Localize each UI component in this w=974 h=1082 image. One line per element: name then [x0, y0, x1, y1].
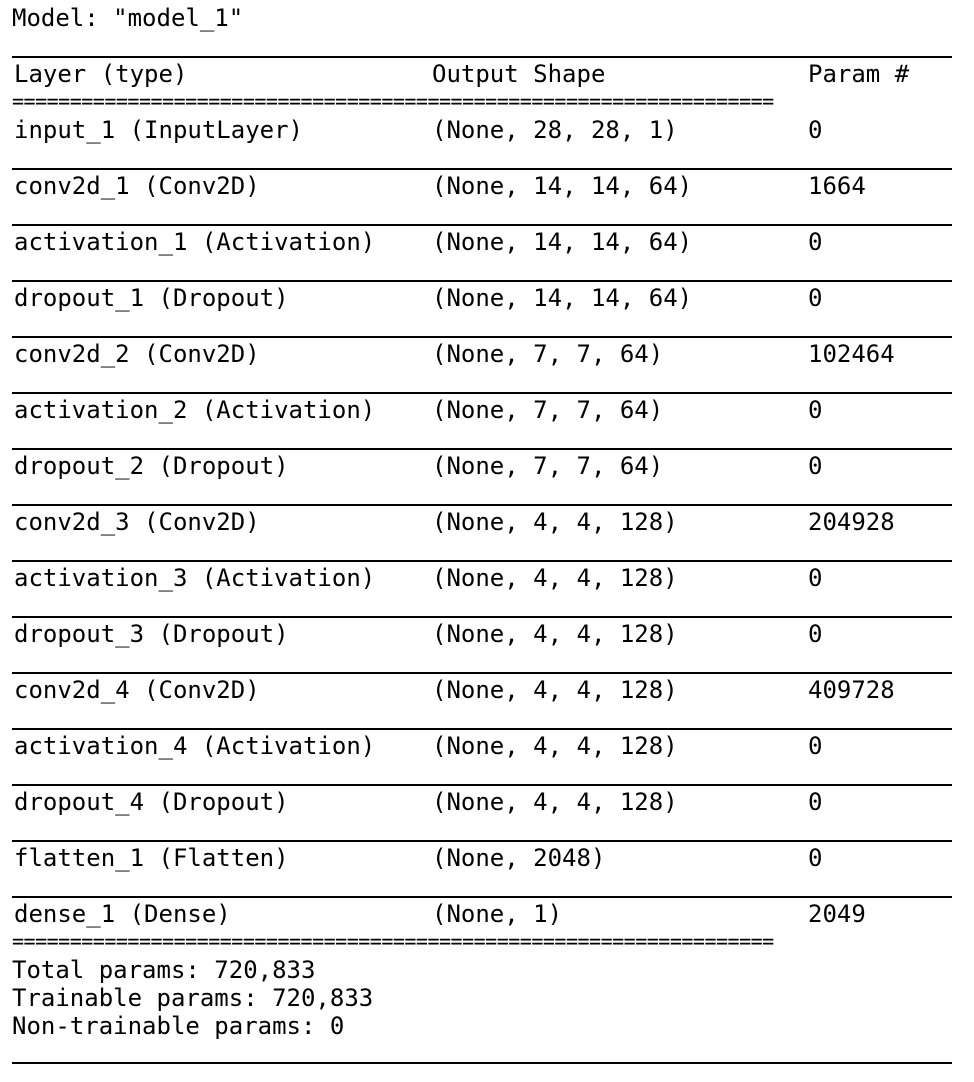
param-count-cell: 0: [808, 788, 823, 816]
row-separator: [12, 840, 952, 842]
header-output: Output Shape: [432, 60, 606, 88]
row-separator: [12, 672, 952, 674]
output-shape-cell: (None, 14, 14, 64): [432, 172, 693, 200]
layer-name-cell: dense_1 (Dense): [14, 900, 231, 928]
layer-name-cell: flatten_1 (Flatten): [14, 844, 289, 872]
layer-name-cell: dropout_1 (Dropout): [14, 284, 289, 312]
header-param: Param #: [808, 60, 910, 88]
output-shape-cell: (None, 14, 14, 64): [432, 228, 693, 256]
output-shape-cell: (None, 7, 7, 64): [432, 396, 664, 424]
row-separator: [12, 448, 952, 450]
trainable-params: Trainable params: 720,833: [12, 984, 374, 1012]
header-double-rule: ==================================================================: [12, 94, 774, 108]
param-count-cell: 0: [808, 732, 823, 760]
output-shape-cell: (None, 7, 7, 64): [432, 340, 664, 368]
layer-name-cell: activation_2 (Activation): [14, 396, 376, 424]
param-count-cell: 0: [808, 564, 823, 592]
row-separator: [12, 896, 952, 898]
param-count-cell: 0: [808, 452, 823, 480]
row-separator: [12, 168, 952, 170]
row-separator: [12, 560, 952, 562]
model-title: Model: "model_1": [12, 4, 244, 32]
layer-name-cell: dropout_3 (Dropout): [14, 620, 289, 648]
layer-name-cell: activation_1 (Activation): [14, 228, 376, 256]
row-separator: [12, 784, 952, 786]
layer-name-cell: input_1 (InputLayer): [14, 116, 303, 144]
param-count-cell: 0: [808, 116, 823, 144]
layer-name-cell: dropout_2 (Dropout): [14, 452, 289, 480]
param-count-cell: 102464: [808, 340, 895, 368]
total-params: Total params: 720,833: [12, 956, 316, 984]
layer-name-cell: conv2d_2 (Conv2D): [14, 340, 260, 368]
param-count-cell: 409728: [808, 676, 895, 704]
param-count-cell: 2049: [808, 900, 866, 928]
layer-name-cell: dropout_4 (Dropout): [14, 788, 289, 816]
top-rule: [12, 56, 952, 58]
layer-name-cell: activation_3 (Activation): [14, 564, 376, 592]
non-trainable-params: Non-trainable params: 0: [12, 1012, 345, 1040]
param-count-cell: 0: [808, 284, 823, 312]
row-separator: [12, 336, 952, 338]
output-shape-cell: (None, 2048): [432, 844, 606, 872]
output-shape-cell: (None, 4, 4, 128): [432, 676, 678, 704]
output-shape-cell: (None, 14, 14, 64): [432, 284, 693, 312]
output-shape-cell: (None, 28, 28, 1): [432, 116, 678, 144]
row-separator: [12, 616, 952, 618]
output-shape-cell: (None, 7, 7, 64): [432, 452, 664, 480]
param-count-cell: 204928: [808, 508, 895, 536]
row-separator: [12, 224, 952, 226]
output-shape-cell: (None, 4, 4, 128): [432, 620, 678, 648]
param-count-cell: 1664: [808, 172, 866, 200]
param-count-cell: 0: [808, 396, 823, 424]
output-shape-cell: (None, 4, 4, 128): [432, 508, 678, 536]
row-separator: [12, 504, 952, 506]
footer-double-rule: ==================================================================: [12, 934, 774, 948]
layer-name-cell: conv2d_3 (Conv2D): [14, 508, 260, 536]
output-shape-cell: (None, 4, 4, 128): [432, 788, 678, 816]
output-shape-cell: (None, 1): [432, 900, 563, 928]
layer-name-cell: conv2d_1 (Conv2D): [14, 172, 260, 200]
param-count-cell: 0: [808, 844, 823, 872]
row-separator: [12, 280, 952, 282]
layer-name-cell: activation_4 (Activation): [14, 732, 376, 760]
layer-name-cell: conv2d_4 (Conv2D): [14, 676, 260, 704]
row-separator: [12, 392, 952, 394]
bottom-rule: [12, 1062, 952, 1064]
header-layer: Layer (type): [14, 60, 188, 88]
param-count-cell: 0: [808, 228, 823, 256]
param-count-cell: 0: [808, 620, 823, 648]
output-shape-cell: (None, 4, 4, 128): [432, 564, 678, 592]
output-shape-cell: (None, 4, 4, 128): [432, 732, 678, 760]
row-separator: [12, 728, 952, 730]
